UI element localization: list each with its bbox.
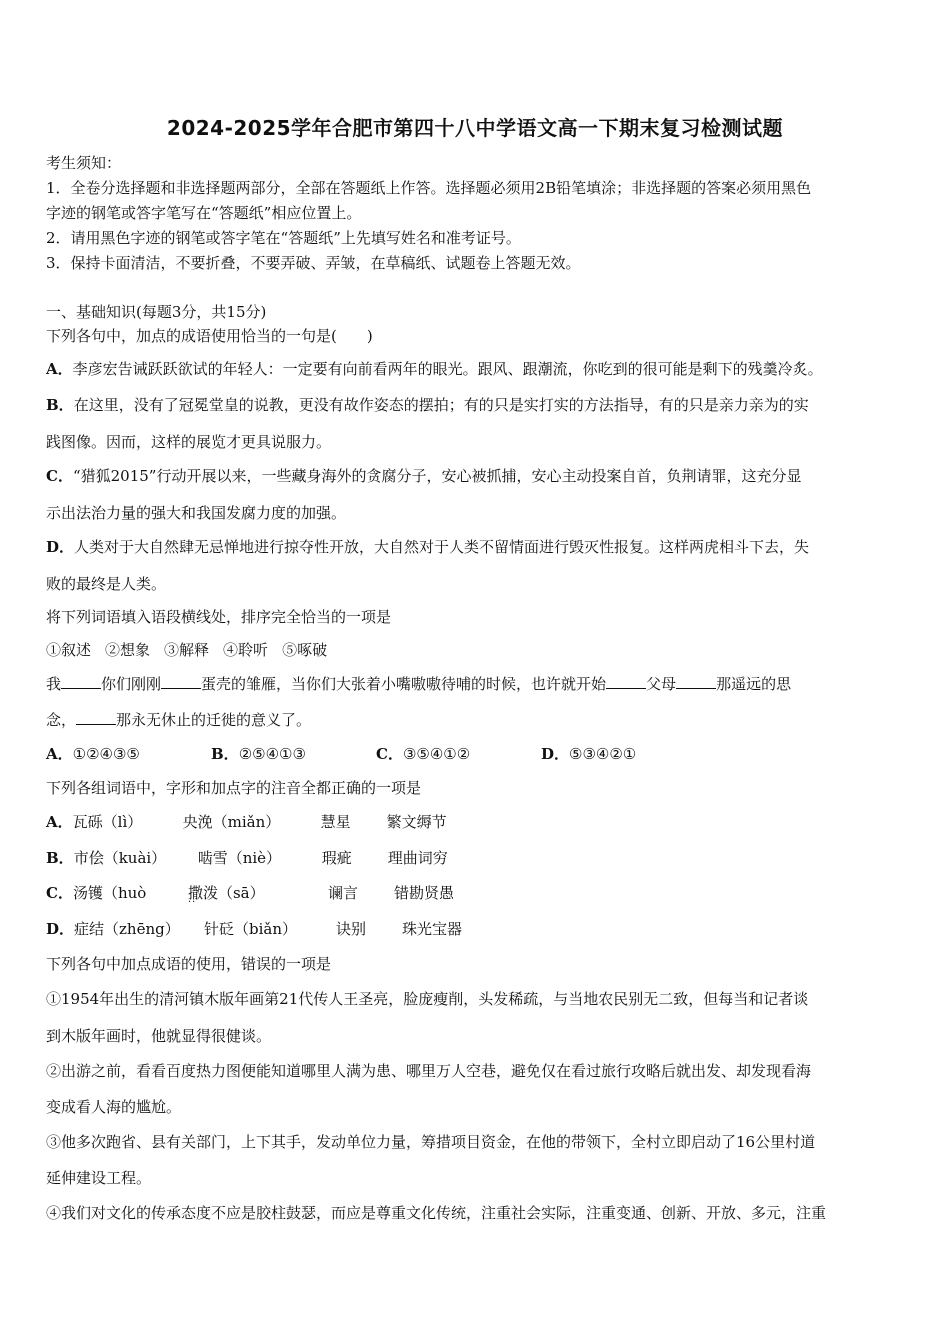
word-item: 汤镬（huò (72, 884, 147, 902)
passage-text: 那永无休止的迁徙的意义了。 (116, 711, 312, 729)
word-item: 针砭（biǎn） (204, 920, 298, 938)
word-item: 市侩（kuài） (73, 849, 167, 867)
option-label: D． (541, 745, 570, 763)
word-item: 啮雪（niè） (197, 849, 282, 867)
passage-text: 父母 (646, 675, 677, 693)
notice-heading: 考生须知： (46, 154, 122, 172)
option-text: “猎狐2015”行动开展以来，一些藏身海外的贪腐分子，安心被抓捕，安心主动投案自首，负荆请罪，这充分显 (72, 467, 802, 485)
option-text: ①②④③⑤ (72, 745, 140, 763)
option-label: C． (46, 467, 73, 485)
q2-option-a (46, 744, 211, 764)
q2-passage-line-2 (46, 710, 908, 730)
q1-option-a (46, 359, 908, 379)
q4-sentence-2: ②出游之前，看看百度热力图便能知道哪里人满为患、哪里万人空巷，避免仅在看过旅行攻略后就出发、却发现看海 (46, 1062, 812, 1080)
option-text: ③⑤④①② (402, 745, 471, 763)
q4-sentence-3: ③他多次跑省、县有关部门，上下其手，发动单位力量，筹措项目资金，在他的带领下，全村立即启动了16公里村道 (46, 1133, 816, 1151)
word-item: ②想象 (105, 641, 151, 659)
option-label: A． (46, 813, 73, 831)
section-heading: 一、基础知识(每题3分，共15分) (46, 303, 267, 321)
notice-item-1-line-1: 1．全卷分选择题和非选择题两部分，全部在答题纸上作答。选择题必须用2B铅笔填涂；非选择题的答案必须用黑色 (46, 179, 812, 197)
q4-sentence-1: ①1954年出生的清河镇木版年画第21代传人王圣亮，脸庞瘦削，头发稀疏，与当地农民别无二致，但每当和记者谈 (46, 990, 809, 1008)
word-item: 错勘贤愚 (393, 884, 454, 902)
option-text: 在这里，没有了冠冕堂皇的说教，更没有故作姿态的摆拍；有的只是实打实的方法指导，有的只是亲力亲为的实 (73, 396, 809, 414)
q1-option-d (46, 537, 908, 557)
word-item: ③解释 (164, 641, 210, 659)
fill-blank (606, 674, 646, 689)
option-label: B． (211, 745, 239, 763)
option-text: 人类对于大自然肆无忌惮地进行掠夺性开放，大自然对于人类不留情面进行毁灭性报复。这样两虎相斗下去，失 (74, 538, 810, 556)
page-title: 2024-2025学年合肥市第四十八中学语文高一下期末复习检测试题 (166, 116, 784, 140)
word-item: ①叙述 (46, 641, 92, 659)
notice-item-2: 2．请用黑色字迹的钢笔或答字笔在“答题纸”上先填写姓名和准考证号。 (46, 229, 521, 247)
option-label: A． (46, 745, 73, 763)
fill-blank (676, 674, 716, 689)
option-label: B． (46, 396, 74, 414)
word-item: 央浼（miǎn） (182, 813, 281, 831)
passage-text: 我 (46, 675, 62, 693)
q4-stem: 下列各句中加点成语的使用，错误的一项是 (46, 955, 332, 973)
q1-option-c-line-2: 示出法治力量的强大和我国发腐力度的加强。 (46, 504, 347, 522)
word-item: 慧星 (320, 813, 351, 831)
word-item: 珠光宝器 (402, 920, 463, 938)
q4-sentence-2-line-2: 变成看人海的尴尬。 (46, 1098, 182, 1116)
option-label: D． (46, 920, 75, 938)
word-item: 理曲词穷 (387, 849, 448, 867)
q4-sentence-1-line-2: 到木版年画时，他就显得很健谈。 (46, 1027, 272, 1045)
option-text: 李彦宏告诫跃跃欲试的年轻人：一定要有向前看两年的眼光。跟风、跟潮流，你吃到的很可能是剩下的残羹冷炙。 (72, 360, 823, 378)
q1-option-b-line-2: 践图像。因而，这样的展览才更具说服力。 (46, 433, 332, 451)
passage-text: 念， (46, 711, 77, 729)
option-label: C． (376, 745, 403, 763)
word-item: 瑕疵 (321, 849, 352, 867)
notice-item-1-line-2: 字迹的钢笔或答字笔写在“答题纸”相应位置上。 (46, 204, 362, 222)
q2-option-b (211, 744, 376, 764)
q2-passage-line-1 (46, 674, 908, 694)
passage-text: 蛋壳的雏雁，当你们大张着小嘴嗷嗷待哺的时候，也许就开始 (201, 675, 607, 693)
q2-options (46, 744, 908, 764)
q4-sentence-4: ④我们对文化的传承态度不应是胶柱鼓瑟，而应是尊重文化传统，注重社会实际，注重变通、创新、开放、多元，注重 (46, 1204, 827, 1222)
fill-blank (61, 674, 101, 689)
option-label: D． (46, 538, 75, 556)
fill-blank (161, 674, 201, 689)
q1-option-d-line-2: 败的最终是人类。 (46, 575, 167, 593)
passage-text: 那遥远的思 (716, 675, 792, 693)
option-label: C． (46, 884, 73, 902)
option-text: ②⑤④①③ (238, 745, 306, 763)
word-item: 瓦砾（lì） (72, 813, 143, 831)
word-item: 繁文缛节 (386, 813, 447, 831)
notice-item-3: 3．保持卡面清洁，不要折叠，不要弄破、弄皱，在草稿纸、试题卷上答题无效。 (46, 254, 581, 272)
option-text: ⑤③④②① (569, 745, 637, 763)
q1-option-b (46, 395, 908, 415)
word-item: 撒泼（sā） ·· (188, 883, 328, 903)
word-item: 谰言 (327, 884, 358, 902)
word-item: 诀别 (336, 920, 367, 938)
q2-option-c (376, 744, 541, 764)
q3-option-d (46, 919, 908, 939)
q1-option-c (46, 466, 908, 486)
q2-option-d (541, 744, 636, 764)
q3-option-c (46, 883, 908, 903)
q3-stem: 下列各组词语中，字形和加点字的注音全都正确的一项是 (46, 779, 422, 797)
q2-word-list (46, 640, 908, 660)
q3-option-b (46, 848, 908, 868)
word-item: ⑤啄破 (282, 641, 328, 659)
q4-sentence-3-line-2: 延伸建设工程。 (46, 1169, 152, 1187)
fill-blank (76, 710, 116, 725)
word-item: ④聆听 (223, 641, 269, 659)
option-label: B． (46, 849, 74, 867)
option-label: A． (46, 360, 73, 378)
passage-text: 你们刚刚 (101, 675, 162, 693)
q3-option-a (46, 812, 908, 832)
q2-stem: 将下列词语填入语段横线处，排序完全恰当的一项是 (46, 608, 392, 626)
q1-stem: 下列各句中，加点的成语使用恰当的一句是( ) (46, 327, 373, 345)
word-item: 症结（zhēng） (74, 920, 180, 938)
